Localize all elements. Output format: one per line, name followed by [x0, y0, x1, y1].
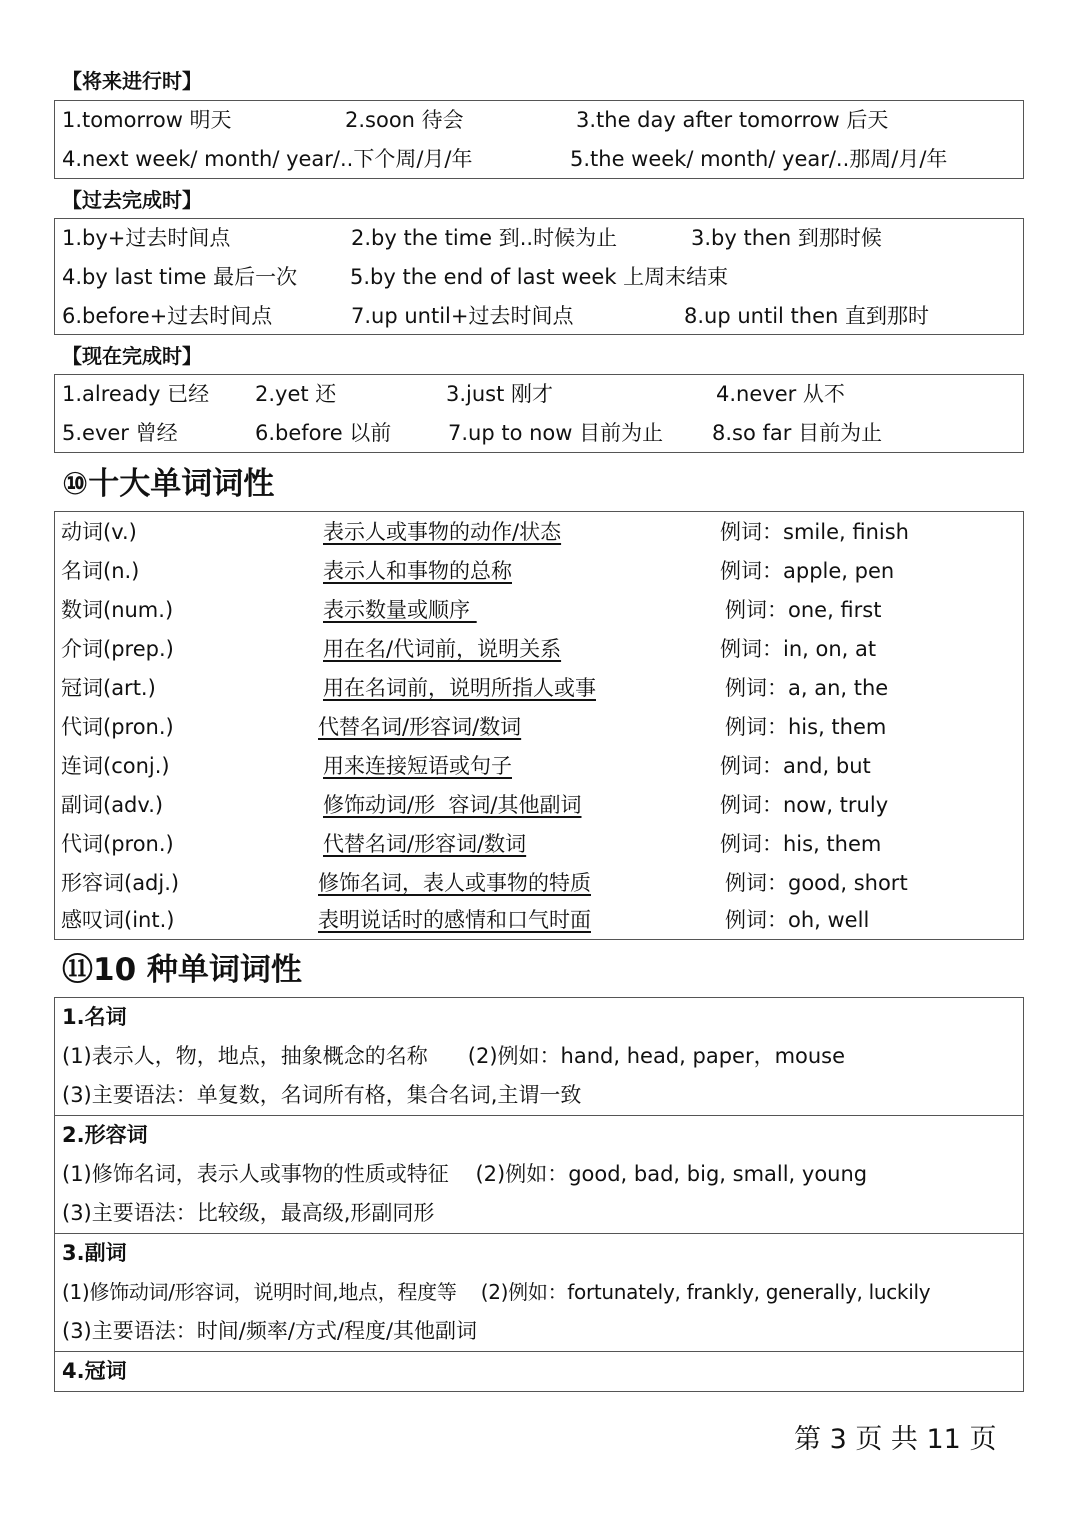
word-class-line: (3)主要语法：比较级，最高级,形副同形 [62, 1201, 435, 1225]
table-cell: 7.up until+过去时间点 [351, 304, 574, 328]
table-cell: 8.up until then 直到那时 [684, 304, 929, 328]
word-class-block [55, 1352, 1023, 1391]
table-row [55, 591, 1023, 630]
table-cell: 8.so far 目前为止 [712, 421, 883, 445]
pos-example: 例词：his, them [720, 832, 882, 856]
pos-name: 副词(adv.) [61, 793, 164, 817]
pos-example: 例词：smile, finish [720, 520, 909, 544]
table-cell: 5.the week/ month/ year/..那周/月/年 [570, 147, 948, 171]
table-row [55, 747, 1023, 786]
table-cell: 1.by+过去时间点 [62, 226, 231, 250]
table-cell: 4.never 从不 [716, 382, 845, 406]
word-class-block [55, 1234, 1023, 1352]
table-cell: 7.up to now 目前为止 [448, 421, 664, 445]
pos-description: 用在名词前，说明所指人或事 [323, 676, 596, 700]
table-row [55, 513, 1023, 552]
table-cell: 2.yet 还 [255, 382, 337, 406]
pos-description: 表明说话时的感情和口气时面 [318, 908, 591, 932]
pos-name: 介词(prep.) [61, 637, 174, 661]
parts-of-speech-table [54, 511, 1024, 940]
past-perfect-label: 【过去完成时】 [62, 188, 202, 212]
table-row [55, 630, 1023, 669]
past-perfect-box [54, 218, 1024, 335]
table-cell: 2.soon 待会 [345, 108, 464, 132]
section-title-ten-kinds: ⑪10 种单词词性 [62, 952, 302, 988]
table-cell: 1.tomorrow 明天 [62, 108, 232, 132]
table-row [55, 140, 1023, 179]
word-class-heading: 4.冠词 [62, 1359, 127, 1383]
pos-name: 数词(num.) [61, 598, 174, 622]
word-class-block [55, 1116, 1023, 1234]
table-row [55, 219, 1023, 258]
word-class-heading: 1.名词 [62, 1005, 127, 1029]
word-class-block [55, 998, 1023, 1116]
present-perfect-box [54, 374, 1024, 453]
table-row [55, 375, 1023, 414]
table-row [55, 258, 1023, 297]
table-row [55, 297, 1023, 336]
table-row [55, 825, 1023, 864]
pos-example: 例词：in, on, at [720, 637, 877, 661]
pos-name: 代词(pron.) [61, 832, 174, 856]
pos-description: 修饰动词/形 容词/其他副词 [323, 793, 582, 817]
table-cell: 1.already 已经 [62, 382, 210, 406]
word-class-line: (3)主要语法：单复数，名词所有格，集合名词,主谓一致 [62, 1083, 582, 1107]
table-cell: 3.the day after tomorrow 后天 [576, 108, 889, 132]
word-class-line: (1)修饰动词/形容词，说明时间,地点，程度等 (2)例如：fortunately, frankly, generally, luckily [62, 1280, 931, 1304]
pos-example: 例词：his, them [725, 715, 887, 739]
pos-description: 用来连接短语或句子 [323, 754, 512, 778]
pos-description: 表示人或事物的动作/状态 [323, 520, 562, 544]
pos-name: 感叹词(int.) [61, 908, 175, 932]
pos-example: 例词：and, but [720, 754, 871, 778]
table-cell: 5.ever 曾经 [62, 421, 178, 445]
table-cell: 3.by then 到那时候 [691, 226, 882, 250]
word-class-line: (3)主要语法：时间/频率/方式/程度/其他副词 [62, 1319, 478, 1343]
pos-description: 代替名词/形容词/数词 [323, 832, 527, 856]
table-cell: 6.before 以前 [255, 421, 392, 445]
table-cell: 4.next week/ month/ year/..下个周/月/年 [62, 147, 473, 171]
table-row [55, 708, 1023, 747]
pos-name: 冠词(art.) [61, 676, 156, 700]
table-cell: 4.by last time 最后一次 [62, 265, 298, 289]
table-row [55, 901, 1023, 940]
pos-example: 例词：apple, pen [720, 559, 895, 583]
table-row [55, 864, 1023, 903]
table-row [55, 101, 1023, 140]
pos-name: 连词(conj.) [61, 754, 170, 778]
pos-example: 例词：a, an, the [725, 676, 889, 700]
pos-description: 修饰名词，表人或事物的特质 [318, 871, 591, 895]
section-title-ten-pos: ⑩十大单词词性 [62, 466, 275, 502]
word-classes-table [54, 997, 1024, 1392]
table-cell: 6.before+过去时间点 [62, 304, 273, 328]
table-row [55, 552, 1023, 591]
pos-example: 例词：good, short [725, 871, 908, 895]
present-perfect-label: 【现在完成时】 [62, 344, 202, 368]
pos-description: 用在名/代词前，说明关系 [323, 637, 562, 661]
table-cell: 3.just 刚才 [446, 382, 554, 406]
future-continuous-box [54, 100, 1024, 179]
word-class-line: (1)修饰名词，表示人或事物的性质或特征 (2)例如：good, bad, big, small, young [62, 1162, 868, 1186]
word-class-line: (1)表示人，物，地点，抽象概念的名称 (2)例如：hand, head, paper，mouse [62, 1044, 846, 1068]
pos-name: 形容词(adj.) [61, 871, 180, 895]
pos-name: 动词(v.) [61, 520, 137, 544]
word-class-heading: 3.副词 [62, 1241, 127, 1265]
page-number: 第 3 页 共 11 页 [794, 1424, 997, 1455]
future-continuous-label: 【将来进行时】 [62, 69, 202, 93]
table-row [55, 414, 1023, 453]
table-row [55, 786, 1023, 825]
word-class-heading: 2.形容词 [62, 1123, 148, 1147]
pos-example: 例词：now, truly [720, 793, 889, 817]
pos-description: 代替名词/形容词/数词 [318, 715, 522, 739]
pos-name: 名词(n.) [61, 559, 140, 583]
pos-example: 例词：oh, well [725, 908, 870, 932]
pos-description: 表示人和事物的总称 [323, 559, 512, 583]
pos-name: 代词(pron.) [61, 715, 174, 739]
table-row [55, 669, 1023, 708]
table-cell: 5.by the end of last week 上周末结束 [350, 265, 729, 289]
table-cell: 2.by the time 到..时候为止 [351, 226, 618, 250]
pos-example: 例词：one, first [725, 598, 882, 622]
pos-description: 表示数量或顺序 [323, 598, 477, 622]
